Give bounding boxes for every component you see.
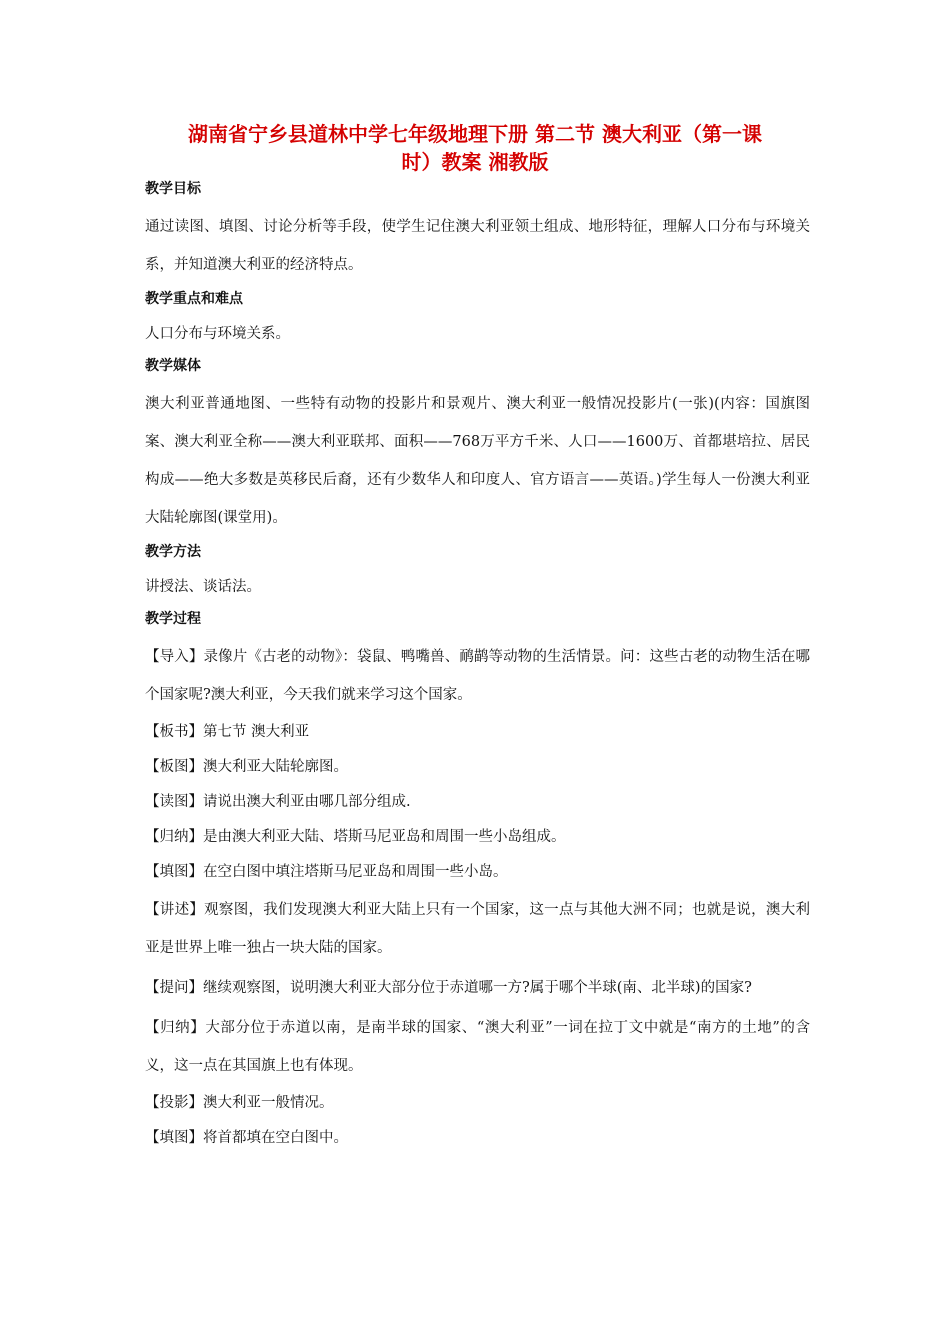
heading-objectives: 教学目标 bbox=[145, 181, 201, 197]
heading-key-points: 教学重点和难点 bbox=[145, 291, 243, 307]
process-item-board-drawing: 【板图】澳大利亚大陆轮廓图。 bbox=[145, 759, 348, 775]
heading-process: 教学过程 bbox=[145, 611, 201, 627]
title-line-1: 湖南省宁乡县道林中学七年级地理下册 第二节 澳大利亚（第一课 bbox=[188, 122, 762, 146]
heading-methods: 教学方法 bbox=[145, 544, 201, 560]
process-item-summary-2: 【归纳】大部分位于赤道以南，是南半球的国家、“澳大利亚”一词在拉丁文中就是“南方的土地”的含义，这一点在其国旗上也有体现。 bbox=[145, 1020, 810, 1074]
document-body bbox=[145, 174, 810, 1157]
paragraph-media: 澳大利亚普通地图、一些特有动物的投影片和景观片、澳大利亚一般情况投影片(一张)(内容：国旗图案、澳大利亚全称——澳大利亚联邦、面积——768万平方千米、人口——1600万、首都堪培拉、居民构成——绝大多数是英移民后裔，还有少数华人和印度人、官方语言——英语。)学生每人一份澳大利亚大陆轮廓图(课堂用)。 bbox=[145, 396, 810, 526]
process-item-projection: 【投影】澳大利亚一般情况。 bbox=[145, 1095, 334, 1111]
process-item-fill-map-1: 【填图】在空白图中填注塔斯马尼亚岛和周围一些小岛。 bbox=[145, 864, 508, 880]
process-item-lecture: 【讲述】观察图，我们发现澳大利亚大陆上只有一个国家，这一点与其他大洲不同；也就是说，澳大利亚是世界上唯一独占一块大陆的国家。 bbox=[145, 902, 810, 956]
process-item-fill-map-2: 【填图】将首都填在空白图中。 bbox=[145, 1130, 348, 1146]
process-item-board-writing: 【板书】第七节 澳大利亚 bbox=[145, 724, 310, 740]
paragraph-objectives: 通过读图、填图、讨论分析等手段，使学生记住澳大利亚领土组成、地形特征，理解人口分布与环境关系，并知道澳大利亚的经济特点。 bbox=[145, 219, 810, 273]
process-item-question: 【提问】继续观察图，说明澳大利亚大部分位于赤道哪一方?属于哪个半球(南、北半球)的国家? bbox=[145, 980, 752, 996]
title-line-2: 时）教案 湘教版 bbox=[401, 150, 549, 174]
process-item-summary-1: 【归纳】是由澳大利亚大陆、塔斯马尼亚岛和周围一些小岛组成。 bbox=[145, 829, 566, 845]
paragraph-methods: 讲授法、谈话法。 bbox=[145, 579, 261, 595]
process-item-intro: 【导入】录像片《古老的动物》：袋鼠、鸭嘴兽、鸸鹋等动物的生活情景。问：这些古老的动物生活在哪个国家呢?澳大利亚，今天我们就来学习这个国家。 bbox=[145, 649, 810, 703]
document-title bbox=[140, 120, 810, 176]
heading-media: 教学媒体 bbox=[145, 358, 201, 374]
process-item-read-map: 【读图】请说出澳大利亚由哪几部分组成. bbox=[145, 794, 411, 810]
paragraph-key-points: 人口分布与环境关系。 bbox=[145, 326, 290, 342]
